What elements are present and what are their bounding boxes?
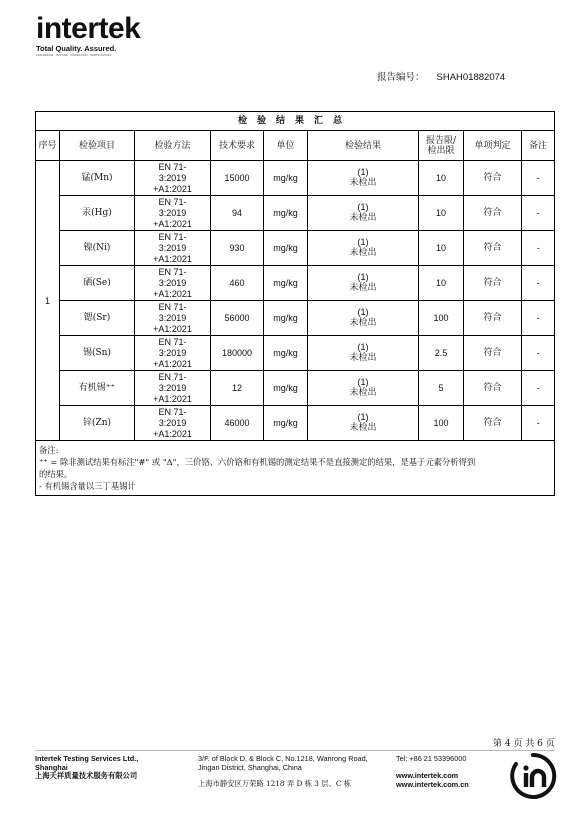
footer-website-1: www.intertek.com [396, 771, 459, 780]
requirement-cell: 12 [211, 371, 264, 406]
method-cell [135, 336, 211, 371]
table-row [36, 161, 555, 196]
result-cell [308, 196, 419, 231]
requirement-cell: 15000 [211, 161, 264, 196]
result-text: 未检出 [349, 178, 377, 188]
seq-cell: 1 [36, 161, 60, 441]
header-remark: 备注 [522, 131, 555, 161]
unit-cell: mg/kg [264, 336, 308, 371]
unit-cell: mg/kg [264, 231, 308, 266]
notes-line-1: ⁺⁺ = 除非测试结果有标注"#" 或 "Δ"，三价铬、六价铬和有机锡的测定结果不是直接测定的结果，是基于元素分析得到 [39, 457, 476, 467]
item-cell: 锡(Sn) [60, 336, 135, 371]
result-cell [308, 371, 419, 406]
footer-company-en-2: Shanghai [35, 762, 68, 772]
method-line-2: 3:2019 [158, 277, 187, 288]
remark-cell: - [522, 336, 555, 371]
notes-cell [36, 441, 555, 496]
requirement-cell: 930 [211, 231, 264, 266]
method-line-3: +A1:2021 [153, 393, 192, 404]
result-code: (1) [357, 202, 369, 212]
logo-micro-line: ASSURANCE · TESTING · INSPECTION · CERTIFICATION [36, 53, 112, 57]
result-text: 未检出 [349, 353, 377, 363]
header-limit [419, 131, 464, 161]
unit-cell: mg/kg [264, 406, 308, 441]
method-line-3: +A1:2021 [153, 253, 192, 264]
method-cell [135, 301, 211, 336]
page-number: 第 4 页 共 6 页 [493, 739, 555, 749]
judgement-cell: 符合 [464, 161, 522, 196]
header-seq [36, 131, 60, 161]
result-cell [308, 406, 419, 441]
method-line-1: EN 71- [158, 231, 187, 242]
limit-cell: 100 [419, 406, 464, 441]
unit-cell: mg/kg [264, 301, 308, 336]
footer-divider [35, 750, 554, 751]
result-code: (1) [357, 167, 369, 177]
result-code: (1) [357, 307, 369, 317]
method-cell [135, 231, 211, 266]
limit-cell: 2.5 [419, 336, 464, 371]
judgement-cell: 符合 [464, 231, 522, 266]
header-judgement: 单项判定 [464, 131, 522, 161]
remark-cell: - [522, 196, 555, 231]
header-item: 检验项目 [60, 131, 135, 161]
result-code: (1) [357, 342, 369, 352]
footer-company [35, 755, 190, 781]
remark-cell: - [522, 231, 555, 266]
notes-line-3: - 有机锡含量以三丁基锡计 [39, 481, 136, 491]
footer-address-cn: 上海市静安区万荣路 1218 弄 D 栋 3 层、C 栋 [198, 779, 352, 788]
footer-company-cn: 上海天祥质量技术服务有限公司 [35, 771, 138, 780]
method-line-3: +A1:2021 [153, 288, 192, 299]
result-cell [308, 336, 419, 371]
judgement-cell: 符合 [464, 406, 522, 441]
table-body [36, 161, 555, 441]
footer-address-en-2: Jingan District, Shanghai, China [198, 762, 302, 772]
remark-cell: - [522, 266, 555, 301]
footer-company-en-1: Intertek Testing Services Ltd., [35, 754, 139, 763]
method-line-3: +A1:2021 [153, 358, 192, 369]
method-line-3: +A1:2021 [153, 218, 192, 229]
header-method: 检验方法 [135, 131, 211, 161]
results-summary-table [35, 111, 555, 496]
judgement-cell: 符合 [464, 371, 522, 406]
remark-cell: - [522, 371, 555, 406]
table-row [36, 231, 555, 266]
footer-address [198, 755, 393, 789]
result-code: (1) [357, 237, 369, 247]
limit-cell: 10 [419, 196, 464, 231]
judgement-cell: 符合 [464, 336, 522, 371]
requirement-cell: 46000 [211, 406, 264, 441]
method-line-1: EN 71- [158, 161, 187, 172]
header-unit: 单位 [264, 131, 308, 161]
result-cell [308, 161, 419, 196]
requirement-cell: 180000 [211, 336, 264, 371]
result-text: 未检出 [349, 423, 377, 433]
result-cell [308, 301, 419, 336]
result-cell [308, 231, 419, 266]
result-cell [308, 266, 419, 301]
result-text: 未检出 [349, 213, 377, 223]
notes-line-2: 的结果。 [39, 469, 73, 479]
requirement-cell: 94 [211, 196, 264, 231]
method-line-2: 3:2019 [158, 242, 187, 253]
result-code: (1) [357, 272, 369, 282]
table-row [36, 406, 555, 441]
method-line-1: EN 71- [158, 196, 187, 207]
item-cell: 有机锡⁺⁺ [60, 371, 135, 406]
limit-cell: 10 [419, 231, 464, 266]
method-line-1: EN 71- [158, 371, 187, 382]
header-result: 检验结果 [308, 131, 419, 161]
table-row [36, 266, 555, 301]
report-number-value: SHAH01882074 [436, 72, 506, 83]
unit-cell: mg/kg [264, 266, 308, 301]
result-code: (1) [357, 377, 369, 387]
footer-website-2: www.intertek.com.cn [396, 779, 469, 789]
unit-cell: mg/kg [264, 161, 308, 196]
judgement-cell: 符合 [464, 301, 522, 336]
report-number [377, 69, 505, 83]
header-seq-text: 序号 [38, 140, 57, 151]
limit-cell: 10 [419, 161, 464, 196]
requirement-cell: 56000 [211, 301, 264, 336]
table-row [36, 196, 555, 231]
footer-address-en-1: 3/F. of Block D, & Block C, No.1218, Wanrong Road, [198, 754, 368, 763]
unit-cell: mg/kg [264, 371, 308, 406]
result-code: (1) [357, 412, 369, 422]
table-row [36, 336, 555, 371]
item-cell: 锰(Mn) [60, 161, 135, 196]
method-cell [135, 406, 211, 441]
logo-wordmark: intertek [36, 12, 141, 45]
method-cell [135, 371, 211, 406]
notes-title: 备注: [39, 445, 59, 455]
header-limit-top: 报告限/ [425, 135, 457, 146]
method-line-3: +A1:2021 [153, 323, 192, 334]
table-header-row [36, 131, 555, 161]
intertek-in-mark-icon [508, 751, 558, 801]
item-cell: 硒(Se) [60, 266, 135, 301]
limit-cell: 5 [419, 371, 464, 406]
method-line-2: 3:2019 [158, 347, 187, 358]
item-cell: 镍(Ni) [60, 231, 135, 266]
judgement-cell: 符合 [464, 266, 522, 301]
method-line-2: 3:2019 [158, 312, 187, 323]
logo-tagline: Total Quality. Assured. [36, 44, 117, 53]
result-text: 未检出 [349, 248, 377, 258]
result-text: 未检出 [349, 318, 377, 328]
method-cell [135, 161, 211, 196]
report-number-label: 报告编号： [377, 72, 425, 83]
footer-contact [396, 755, 506, 789]
item-cell: 锶(Sr) [60, 301, 135, 336]
header-requirement: 技术要求 [211, 131, 264, 161]
remark-cell: - [522, 406, 555, 441]
remark-cell: - [522, 301, 555, 336]
intertek-logo [36, 14, 176, 57]
item-cell: 锌(Zn) [60, 406, 135, 441]
item-cell: 汞(Hg) [60, 196, 135, 231]
table-row [36, 371, 555, 406]
method-line-2: 3:2019 [158, 417, 187, 428]
limit-cell: 10 [419, 266, 464, 301]
method-line-1: EN 71- [158, 406, 187, 417]
method-line-1: EN 71- [158, 336, 187, 347]
unit-cell: mg/kg [264, 196, 308, 231]
method-line-1: EN 71- [158, 266, 187, 277]
remark-cell: - [522, 161, 555, 196]
method-line-2: 3:2019 [158, 172, 187, 183]
method-cell [135, 266, 211, 301]
method-cell [135, 196, 211, 231]
result-text: 未检出 [349, 283, 377, 293]
requirement-cell: 460 [211, 266, 264, 301]
limit-cell: 100 [419, 301, 464, 336]
footer-tel: Tel: +86 21 53396000 [396, 754, 467, 763]
method-line-3: +A1:2021 [153, 428, 192, 439]
method-line-2: 3:2019 [158, 207, 187, 218]
table-title: 检验结果汇总 [36, 112, 555, 131]
method-line-1: EN 71- [158, 301, 187, 312]
notes-row [36, 441, 555, 496]
table-row [36, 301, 555, 336]
judgement-cell: 符合 [464, 196, 522, 231]
method-line-3: +A1:2021 [153, 183, 192, 194]
header-limit-bottom: 检出限 [427, 145, 455, 156]
method-line-2: 3:2019 [158, 382, 187, 393]
result-text: 未检出 [349, 388, 377, 398]
